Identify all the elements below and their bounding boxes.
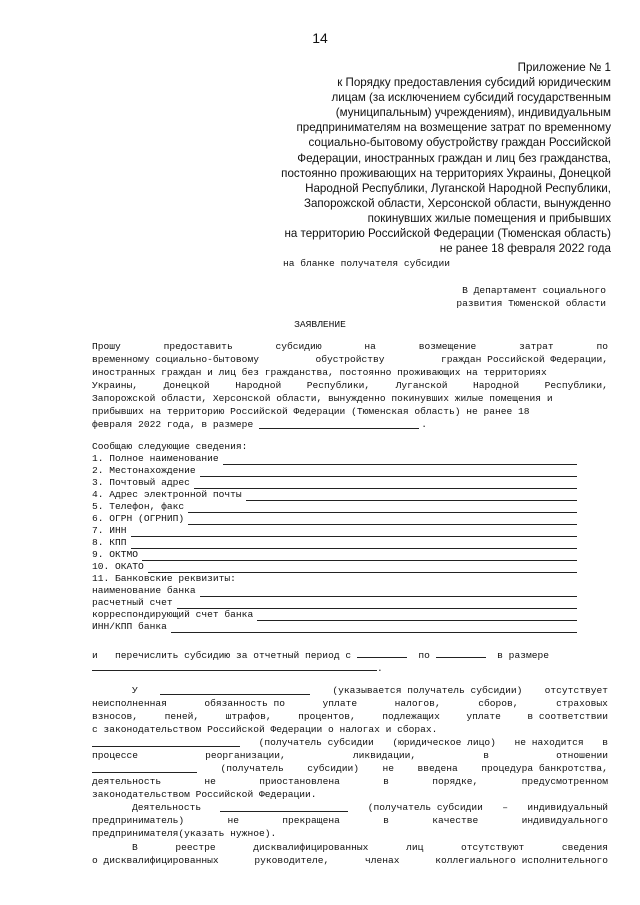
field-account: расчетный счет <box>92 597 577 609</box>
statement-disqualified <box>92 841 608 867</box>
annex-line: (муниципальным) учреждениям), индивидуальным <box>335 106 611 120</box>
text-line: Деятельность (получатель субсидии – индивидуальный <box>132 802 608 813</box>
location-blank[interactable] <box>200 466 577 477</box>
request-paragraph <box>92 340 608 431</box>
field-postal-address: 3. Почтовый адрес <box>92 477 577 489</box>
annex-line: Народной Республики, Луганской Народной Республики, <box>305 181 611 195</box>
field-bank-inn-kpp: ИНН/КПП банка <box>92 621 577 633</box>
info-header: Сообщаю следующие сведения: <box>92 441 248 452</box>
text-line: о дисквалифицированных руководителе, членах коллегиального исполнительного <box>92 855 608 866</box>
statement-tax <box>92 684 608 736</box>
amount-blank[interactable] <box>259 418 419 429</box>
text-line: временному социально-бытовому обустройству граждан Российской Федерации, <box>92 354 608 365</box>
recipient-type-blank[interactable] <box>92 736 240 747</box>
transfer-line: и перечислить субсидию за отчетный период с по в размере <box>92 647 549 662</box>
inn-blank[interactable] <box>131 526 577 537</box>
recipient-blank[interactable] <box>160 684 310 695</box>
addressee-line: В Департамент социального <box>462 285 606 296</box>
text-line: предпринимателя(указать нужное). <box>92 828 277 839</box>
page-number: 14 <box>312 30 328 46</box>
statement-reorganization <box>92 736 608 801</box>
period-to-blank[interactable] <box>436 647 486 658</box>
field-bank-details: 11. Банковские реквизиты: <box>92 573 236 585</box>
text-line: с законодательством Российской Федерации о налогах и сборах. <box>92 724 438 735</box>
field-full-name: 1. Полное наименование <box>92 453 577 465</box>
text-line: Украины, Донецкой Народной Республики, Луганской Народной Республики, <box>92 380 608 391</box>
period-from-blank[interactable] <box>357 647 407 658</box>
text-line: предприниматель) не прекращена в качестве индивидуального <box>92 815 608 826</box>
field-corr-account: корреспондирующий счет банка <box>92 609 577 621</box>
addressee <box>456 284 606 310</box>
oktmo-blank[interactable] <box>142 550 577 561</box>
kpp-blank[interactable] <box>131 538 577 549</box>
annex-line: Запорожской области, Херсонской области, вынужденно <box>303 196 611 210</box>
text-line: (получатель субсидии) не введена процедура банкротства, <box>92 762 608 775</box>
annex-line: на территорию Российской Федерации (Тюменская область) <box>284 227 611 241</box>
annex-line: к Порядку предоставления субсидий юридическим <box>337 76 611 90</box>
field-bank-name: наименование банка <box>92 585 577 597</box>
text-line: деятельность не приостановлена в порядке, предусмотренном <box>92 776 608 787</box>
entrepreneur-blank[interactable] <box>220 801 348 812</box>
text-line: У (указывается получатель субсидии) отсутствует <box>132 685 608 696</box>
text-line: иностранных граждан и лиц без гражданства, постоянно проживающих на территориях <box>92 367 547 378</box>
annex-line: постоянно проживающих на территориях Украины, Донецкой <box>281 166 611 180</box>
account-blank[interactable] <box>177 598 577 609</box>
corr-account-blank[interactable] <box>257 610 577 621</box>
full-name-blank[interactable] <box>223 454 577 465</box>
bank-name-blank[interactable] <box>200 586 577 597</box>
text-line: февраля 2022 года, в размере . <box>92 419 427 430</box>
text-line: неисполненная обязанность по уплате налогов, сборов, страховых <box>92 698 608 709</box>
text-line: Прошу предоставить субсидию на возмещение затрат по <box>92 341 608 352</box>
field-inn: 7. ИНН <box>92 525 577 537</box>
text-line: прибывших на территорию Российской Федерации (Тюменская область) не ранее 18 <box>92 406 530 417</box>
transfer-amount-blank[interactable] <box>92 660 377 671</box>
annex-line: предпринимателям на возмещение затрат по временному <box>296 121 611 135</box>
field-okato: 10. ОКАТО <box>92 561 577 573</box>
document-title: ЗАЯВЛЕНИЕ <box>294 319 346 330</box>
statement-activity <box>92 801 608 840</box>
annex-line: Приложение № 1 <box>517 61 611 74</box>
text-line: В реестре дисквалифицированных лиц отсутствуют сведения <box>132 842 608 853</box>
text-line: законодательством Российской Федерации. <box>92 789 317 800</box>
transfer-amount-line: . <box>92 660 383 675</box>
text-line: (получатель субсидии (юридическое лицо) не находится в <box>92 736 608 749</box>
text-line: Запорожской области, Херсонской области, вынужденно покинувших жилые помещения и <box>92 393 553 404</box>
field-location: 2. Местонахождение <box>92 465 577 477</box>
letterhead-note: на бланке получателя субсидии <box>283 258 450 269</box>
email-blank[interactable] <box>246 490 577 501</box>
bank-inn-kpp-blank[interactable] <box>171 622 577 633</box>
annex-line: покинувших жилые помещения и прибывших <box>367 211 611 225</box>
addressee-line: развития Тюменской области <box>456 298 606 309</box>
field-phone-fax: 5. Телефон, факс <box>92 501 577 513</box>
annex-line: социально-бытовому обустройству граждан Российской <box>308 136 611 150</box>
annex-line: Федерации, иностранных граждан и лиц без гражданства, <box>297 151 611 165</box>
annex-header <box>211 60 611 256</box>
text-line: взносов, пеней, штрафов, процентов, подлежащих уплате в соответствии <box>92 711 608 722</box>
recipient-bankruptcy-blank[interactable] <box>92 762 197 773</box>
okato-blank[interactable] <box>148 562 577 573</box>
annex-line: лицам (за исключением субсидий государственным <box>331 91 611 105</box>
ogrn-blank[interactable] <box>188 514 577 525</box>
postal-address-blank[interactable] <box>194 478 577 489</box>
field-oktmo: 9. ОКТМО <box>92 549 577 561</box>
field-kpp: 8. КПП <box>92 537 577 549</box>
phone-fax-blank[interactable] <box>188 502 577 513</box>
field-ogrn: 6. ОГРН (ОГРНИП) <box>92 513 577 525</box>
text-line: процессе реорганизации, ликвидации, в отношении <box>92 750 608 761</box>
field-email: 4. Адрес электронной почты <box>92 489 577 501</box>
annex-line: не ранее 18 февраля 2022 года <box>439 242 611 256</box>
